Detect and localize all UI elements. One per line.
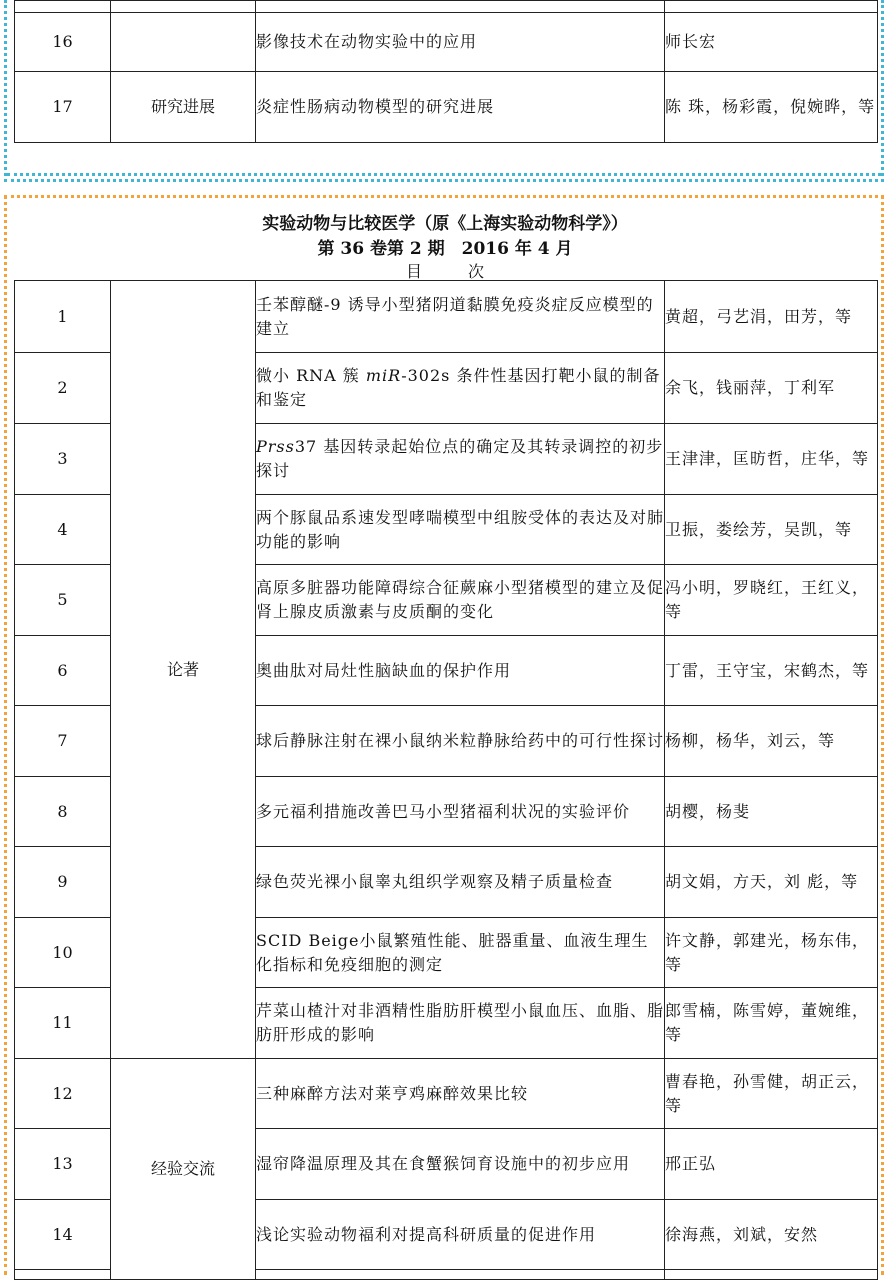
row-number: 14 xyxy=(15,1200,111,1270)
table-row xyxy=(15,72,878,143)
category-cell: 研究进展 xyxy=(111,72,256,143)
row-number: 1 xyxy=(15,281,111,353)
row-number: 8 xyxy=(15,777,111,847)
article-authors: 黄超，弓艺涓，田芳，等 xyxy=(665,281,878,353)
article-title: 多元福利措施改善巴马小型猪福利状况的实验评价 xyxy=(256,777,665,847)
previous-issue-table xyxy=(14,0,878,143)
article-title: 微小 RNA 簇 miR-302s 条件性基因打靶小鼠的制备和鉴定 xyxy=(256,353,665,424)
row-number: 3 xyxy=(15,424,111,495)
row-number: 2 xyxy=(15,353,111,424)
row-number: 10 xyxy=(15,918,111,988)
journal-title: 实验动物与比较医学（原《上海实验动物科学》） xyxy=(262,214,628,234)
table-row xyxy=(15,1,878,13)
category-cell: 论著 xyxy=(111,281,256,1059)
issue-line: 第 36 卷第 2 期 2016 年 4 月 xyxy=(317,239,573,259)
contents-label: 目次 xyxy=(405,262,530,281)
article-authors: 丁雷，王守宝，宋鹤杰，等 xyxy=(665,636,878,706)
category-cell: 经验交流 xyxy=(111,1059,256,1280)
article-authors: 许文静，郭建光，杨东伟，等 xyxy=(665,918,878,988)
article-authors: 陈 珠，杨彩霞，倪婉晔，等 xyxy=(665,72,878,143)
article-title: 奥曲肽对局灶性脑缺血的保护作用 xyxy=(256,636,665,706)
article-authors: 杨柳，杨华，刘云，等 xyxy=(665,706,878,777)
article-title: SCID Beige小鼠繁殖性能、脏器重量、血液生理生化指标和免疫细胞的测定 xyxy=(256,918,665,988)
row-number: 5 xyxy=(15,565,111,636)
article-title: 芹菜山楂汁对非酒精性脂肪肝模型小鼠血压、血脂、脂肪肝形成的影响 xyxy=(256,988,665,1059)
article-authors: 王津津，匡昉哲，庄华，等 xyxy=(665,424,878,495)
table-row xyxy=(15,1059,878,1129)
article-authors: 冯小明，罗晓红，王红义，等 xyxy=(665,565,878,636)
row-number: 16 xyxy=(15,13,111,72)
article-title: 浅论实验动物福利对提高科研质量的促进作用 xyxy=(256,1200,665,1270)
article-title: 炎症性肠病动物模型的研究进展 xyxy=(256,72,665,143)
article-title: 三种麻醉方法对莱亨鸡麻醉效果比较 xyxy=(256,1059,665,1129)
article-title: 球后静脉注射在裸小鼠纳米粒静脉给药中的可行性探讨 xyxy=(256,706,665,777)
article-authors: 邢正弘 xyxy=(665,1129,878,1200)
article-authors: 胡文娟，方天，刘 彪，等 xyxy=(665,847,878,918)
article-title: 壬苯醇醚-9 诱导小型猪阴道黏膜免疫炎症反应模型的建立 xyxy=(256,281,665,353)
row-number: 4 xyxy=(15,495,111,565)
article-authors: 师长宏 xyxy=(665,13,878,72)
row-number: 7 xyxy=(15,706,111,777)
article-authors: 郎雪楠，陈雪婷，董婉维，等 xyxy=(665,988,878,1059)
article-authors: 胡樱，杨斐 xyxy=(665,777,878,847)
row-number: 6 xyxy=(15,636,111,706)
article-title: Prss37 基因转录起始位点的确定及其转录调控的初步探讨 xyxy=(256,424,665,495)
article-title: 高原多脏器功能障碍综合征蕨麻小型猪模型的建立及促肾上腺皮质激素与皮质酮的变化 xyxy=(256,565,665,636)
article-title: 绿色荧光裸小鼠睾丸组织学观察及精子质量检查 xyxy=(256,847,665,918)
article-authors: 曹春艳，孙雪健，胡正云，等 xyxy=(665,1059,878,1129)
category-cell xyxy=(111,13,256,72)
article-authors: 卫振，娄绘芳，吴凯，等 xyxy=(665,495,878,565)
row-number: 13 xyxy=(15,1129,111,1200)
row-number: 17 xyxy=(15,72,111,143)
article-title: 两个豚鼠品系速发型哮喘模型中组胺受体的表达及对肺功能的影响 xyxy=(256,495,665,565)
article-title: 影像技术在动物实验中的应用 xyxy=(256,13,665,72)
table-row xyxy=(15,13,878,72)
row-number: 9 xyxy=(15,847,111,918)
row-number: 12 xyxy=(15,1059,111,1129)
table-row xyxy=(15,281,878,353)
contents-table xyxy=(14,280,878,1280)
article-title: 湿帘降温原理及其在食蟹猴饲育设施中的初步应用 xyxy=(256,1129,665,1200)
article-authors: 徐海燕，刘斌，安然 xyxy=(665,1200,878,1270)
article-authors: 余飞，钱丽萍，丁利军 xyxy=(665,353,878,424)
row-number: 11 xyxy=(15,988,111,1059)
